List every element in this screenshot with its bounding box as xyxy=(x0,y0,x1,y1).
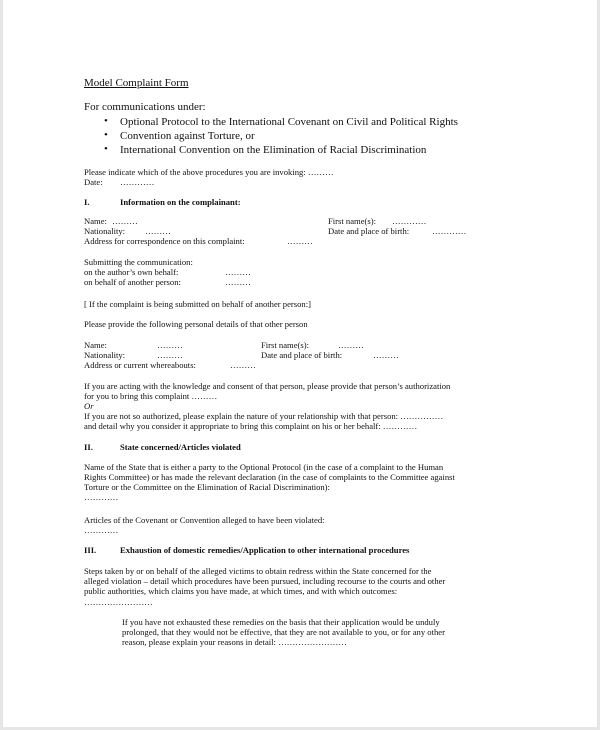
section-2-number: II. xyxy=(84,442,93,452)
bullet-item: Convention against Torture, or xyxy=(120,130,255,142)
other-nationality-field[interactable]: ……… xyxy=(157,350,183,360)
dob-label: Date and place of birth: xyxy=(328,226,410,236)
own-behalf-label: on the author’s own behalf: xyxy=(84,267,179,277)
first-name-field[interactable]: ………… xyxy=(392,216,427,226)
other-nationality-label: Nationality: xyxy=(84,350,126,360)
state-text: Torture or the Committee on the Elimination of Racial Discrimination): xyxy=(84,482,330,492)
not-authorized-text: and detail why you consider it appropriate to bring this complaint on his or her behalf: ………… xyxy=(84,421,418,431)
name-field[interactable]: ……… xyxy=(112,216,138,226)
other-name-field[interactable]: ……… xyxy=(157,340,183,350)
address-label: Address for correspondence on this complaint: xyxy=(84,236,245,246)
nationality-label: Nationality: xyxy=(84,226,126,236)
other-dob-field[interactable]: ……… xyxy=(373,350,399,360)
not-exhausted-text: If you have not exhausted these remedies on the basis that their application would be unduly xyxy=(122,617,440,627)
other-address-field[interactable]: ……… xyxy=(230,360,256,370)
nationality-field[interactable]: ……… xyxy=(145,226,171,236)
acting-text: If you are acting with the knowledge and consent of that person, please provide that person’s authorization xyxy=(84,381,451,391)
steps-text: public authorities, which claims you have made, at which times, and with which outcomes: xyxy=(84,586,398,596)
bullet-icon: • xyxy=(104,129,108,141)
state-text: Rights Committee) or has made the relevant declaration (in the case of complaints to the Committee against xyxy=(84,472,455,482)
other-first-name-label: First name(s): xyxy=(261,340,309,350)
name-label: Name: xyxy=(84,216,107,226)
bracket-note: [ If the complaint is being submitted on behalf of another person:] xyxy=(84,299,311,309)
address-field[interactable]: ……… xyxy=(287,236,313,246)
other-address-label: Address or current whereabouts: xyxy=(84,360,196,370)
state-text: Name of the State that is either a party to the Optional Protocol (in the case of a complaint to the Human xyxy=(84,462,444,472)
steps-field[interactable]: …………………… xyxy=(84,597,153,607)
or-text: Or xyxy=(84,401,94,411)
other-name-label: Name: xyxy=(84,340,107,350)
other-behalf-field[interactable]: ……… xyxy=(225,277,251,287)
date-label: Date: xyxy=(84,177,103,187)
steps-text: alleged violation – detail which procedures have been pursued, including recourse to the courts and other xyxy=(84,576,446,586)
procedure-line: Please indicate which of the above procedures you are invoking: ……… xyxy=(84,167,334,177)
section-2-heading: State concerned/Articles violated xyxy=(120,442,241,452)
document-page xyxy=(3,0,597,727)
bullet-item: International Convention on the Elimination of Racial Discrimination xyxy=(120,144,427,156)
not-exhausted-text: prolonged, that they would not be effective, that they are not available to you, or for any other xyxy=(122,627,445,637)
acting-text: for you to bring this complaint ……… xyxy=(84,391,218,401)
other-first-name-field[interactable]: ……… xyxy=(338,340,364,350)
intro: For communications under: xyxy=(84,101,206,113)
first-name-label: First name(s): xyxy=(328,216,376,226)
other-behalf-label: on behalf of another person: xyxy=(84,277,181,287)
section-3-number: III. xyxy=(84,545,97,555)
bullet-icon: • xyxy=(104,143,108,155)
section-1-number: I. xyxy=(84,197,90,207)
form-title: Model Complaint Form xyxy=(84,77,189,89)
steps-text: Steps taken by or on behalf of the alleged victims to obtain redress within the State concerned for the xyxy=(84,566,432,576)
provide-details: Please provide the following personal details of that other person xyxy=(84,319,308,329)
section-3-heading: Exhaustion of domestic remedies/Application to other international procedures xyxy=(120,545,410,555)
not-exhausted-text: reason, please explain your reasons in detail: …………………… xyxy=(122,637,347,647)
articles-field[interactable]: ………… xyxy=(84,525,119,535)
dob-field[interactable]: ………… xyxy=(432,226,467,236)
own-behalf-field[interactable]: ……… xyxy=(225,267,251,277)
articles-text: Articles of the Covenant or Convention alleged to have been violated: xyxy=(84,515,325,525)
date-field[interactable]: ………… xyxy=(120,177,155,187)
bullet-icon: • xyxy=(104,115,108,127)
bullet-item: Optional Protocol to the International Covenant on Civil and Political Rights xyxy=(120,116,458,128)
other-dob-label: Date and place of birth: xyxy=(261,350,343,360)
state-field[interactable]: ………… xyxy=(84,492,119,502)
submitting-label: Submitting the communication: xyxy=(84,257,193,267)
section-1-heading: Information on the complainant: xyxy=(120,197,241,207)
not-authorized-text: If you are not so authorized, please explain the nature of your relationship with that person: …………… xyxy=(84,411,444,421)
